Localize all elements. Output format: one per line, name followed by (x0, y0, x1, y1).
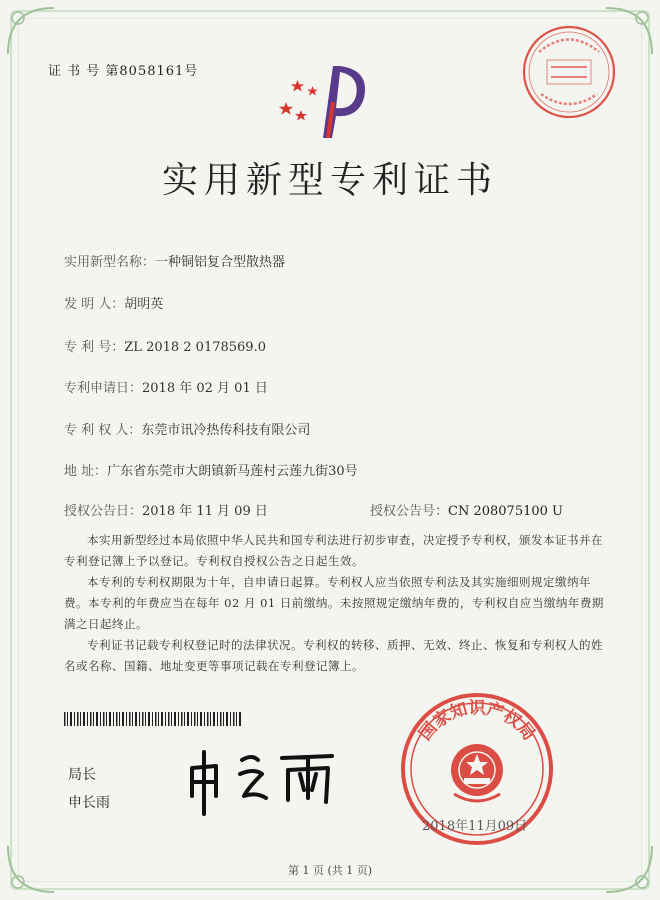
legal-text (64, 530, 604, 677)
certificate-title: 实用新型专利证书 (161, 160, 498, 201)
barcode (64, 712, 242, 726)
grant-date: 2018 年 11 月 09 日 (142, 504, 268, 519)
application-date: 2018 年 02 月 01 日 (142, 381, 268, 396)
patentee-name: 东莞市讯冷热传科技有限公司 (141, 423, 311, 438)
patent-number: ZL 2018 2 0178569.0 (124, 340, 266, 355)
inventor-row: 发 明 人：胡明英 (64, 297, 164, 312)
signatory-title: 局长 (68, 767, 96, 783)
inventor-name: 胡明英 (124, 297, 164, 312)
paragraph: 专利证书记载专利权登记时的法律状况。专利权的转移、质押、无效、终止、恢复和专利权人的姓名或名称、国籍、地址变更等事项记载在专利登记簿上。 (64, 638, 603, 673)
utility-model-name: 一种铜铝复合型散热器 (155, 255, 286, 270)
tax-stamp-seal (519, 22, 619, 122)
svg-text:国家知识产权局: 国家知识产权局 (415, 698, 539, 745)
grant-number-row: 授权公告号：CN 208075100 U (370, 504, 563, 519)
certificate-number: 证 书 号 第8058161号 (48, 64, 199, 79)
signatory-name: 申长雨 (68, 795, 110, 811)
paragraph: 本实用新型经过本局依照中华人民共和国专利法进行初步审查，决定授予专利权，颁发本证书并在专利登记簿上予以登记。专利权自授权公告之日起生效。 (64, 533, 603, 568)
address-row: 地 址：广东省东莞市大朗镇新马莲村云莲九街30号 (64, 464, 358, 479)
paragraph: 本专利的专利权期限为十年，自申请日起算。专利权人应当依照专利法及其实施细则规定缴纳年费。本专利的年费应当在每年 02 月 01 日前缴纳。未按照规定缴纳年费的，专利权自应当缴纳年费期满之日起终止。 (64, 575, 604, 631)
utility-model-name-row: 实用新型名称：一种铜铝复合型散热器 (64, 255, 286, 270)
seal-date: 2018年11月09日 (422, 819, 528, 834)
handwritten-signature (182, 738, 342, 818)
page-footer: 第 1 页 (共 1 页) (287, 864, 373, 877)
address: 广东省东莞市大朗镇新马莲村云莲九街30号 (107, 464, 358, 479)
grant-date-row: 授权公告日：2018 年 11 月 09 日 (64, 504, 268, 519)
grant-number: CN 208075100 U (448, 504, 563, 519)
corner-ornament-icon (4, 4, 60, 60)
patent-number-row: 专 利 号：ZL 2018 2 0178569.0 (64, 340, 266, 355)
patentee-row: 专 利 权 人：东莞市讯冷热传科技有限公司 (64, 423, 311, 438)
patent-office-logo-icon (278, 58, 386, 144)
application-date-row: 专利申请日：2018 年 02 月 01 日 (64, 381, 268, 396)
